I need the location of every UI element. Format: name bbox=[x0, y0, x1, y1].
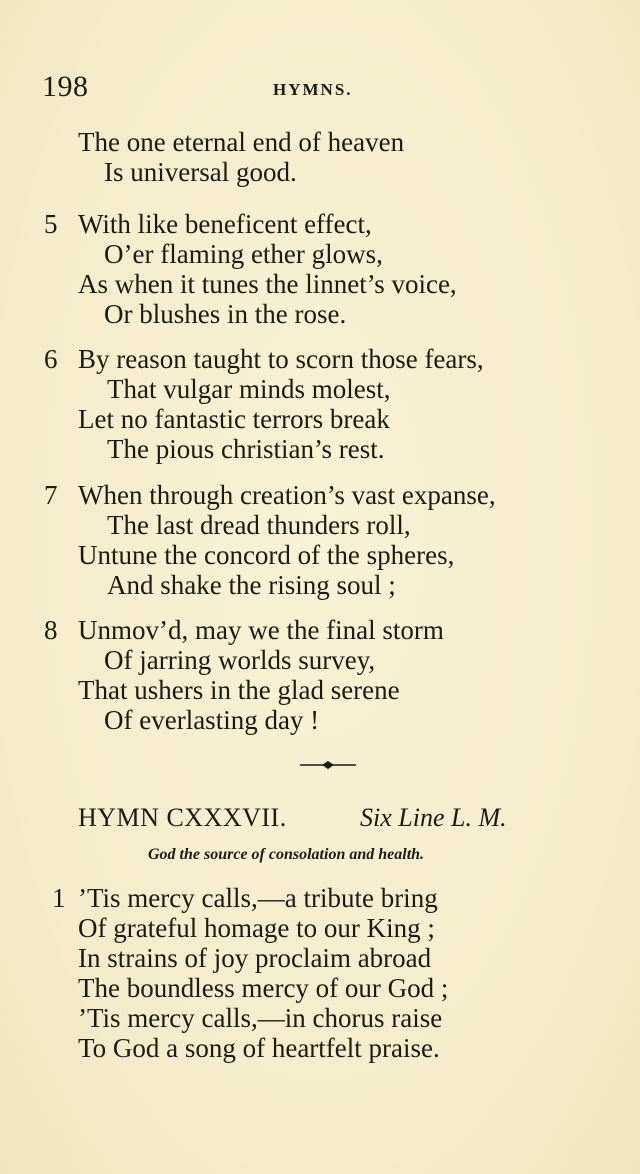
verse-line: Or blushes in the rose. bbox=[104, 299, 347, 329]
verse-line: Of jarring worlds survey, bbox=[104, 645, 376, 675]
verse-line: ’Tis mercy calls,—in chorus raise bbox=[78, 1003, 443, 1033]
verse-line: Untune the concord of the spheres, bbox=[78, 540, 455, 570]
verse-line: Is universal good. bbox=[104, 157, 297, 187]
verse-line: The pious christian’s rest. bbox=[107, 434, 385, 464]
hymn-subtitle: God the source of consolation and health. bbox=[148, 846, 425, 863]
verse-line: The last dread thunders roll, bbox=[107, 510, 411, 540]
verse-line: By reason taught to scorn those fears, bbox=[78, 344, 484, 374]
verse-line: That ushers in the glad serene bbox=[78, 675, 400, 705]
verse-line: The boundless mercy of our God ; bbox=[78, 973, 449, 1003]
stanza-number: 1 bbox=[52, 883, 66, 913]
stanza-number: 8 bbox=[44, 615, 58, 645]
verse-line: To God a song of heartfelt praise. bbox=[78, 1033, 440, 1063]
verse-line: ’Tis mercy calls,—a tribute bring bbox=[78, 883, 438, 913]
verse-line: With like beneficent effect, bbox=[78, 209, 372, 239]
verse-line: Let no fantastic terrors break bbox=[78, 404, 390, 434]
hymn-meter: Six Line L. M. bbox=[360, 803, 507, 832]
running-head: HYMNS. bbox=[273, 80, 353, 99]
verse-line: Of everlasting day ! bbox=[104, 705, 320, 735]
verse-line: In strains of joy proclaim abroad bbox=[78, 943, 432, 973]
verse-line: As when it tunes the linnet’s voice, bbox=[78, 269, 457, 299]
verse-line: Unmov’d, may we the final storm bbox=[78, 615, 444, 645]
stanza-number: 7 bbox=[44, 480, 58, 510]
stanza-number: 6 bbox=[44, 344, 58, 374]
verse-line: That vulgar minds molest, bbox=[107, 374, 391, 404]
stanza-number: 5 bbox=[44, 209, 58, 239]
hymn-title: HYMN CXXXVII. bbox=[78, 803, 287, 832]
verse-line: O’er flaming ether glows, bbox=[104, 239, 383, 269]
verse-line: The one eternal end of heaven bbox=[78, 127, 405, 157]
verse-line: Of grateful homage to our King ; bbox=[78, 913, 435, 943]
page-number: 198 bbox=[42, 70, 89, 103]
verse-line: When through creation’s vast expanse, bbox=[78, 480, 496, 510]
verse-line: And shake the rising soul ; bbox=[107, 570, 396, 600]
dash-diamond-rule-icon bbox=[298, 758, 358, 772]
